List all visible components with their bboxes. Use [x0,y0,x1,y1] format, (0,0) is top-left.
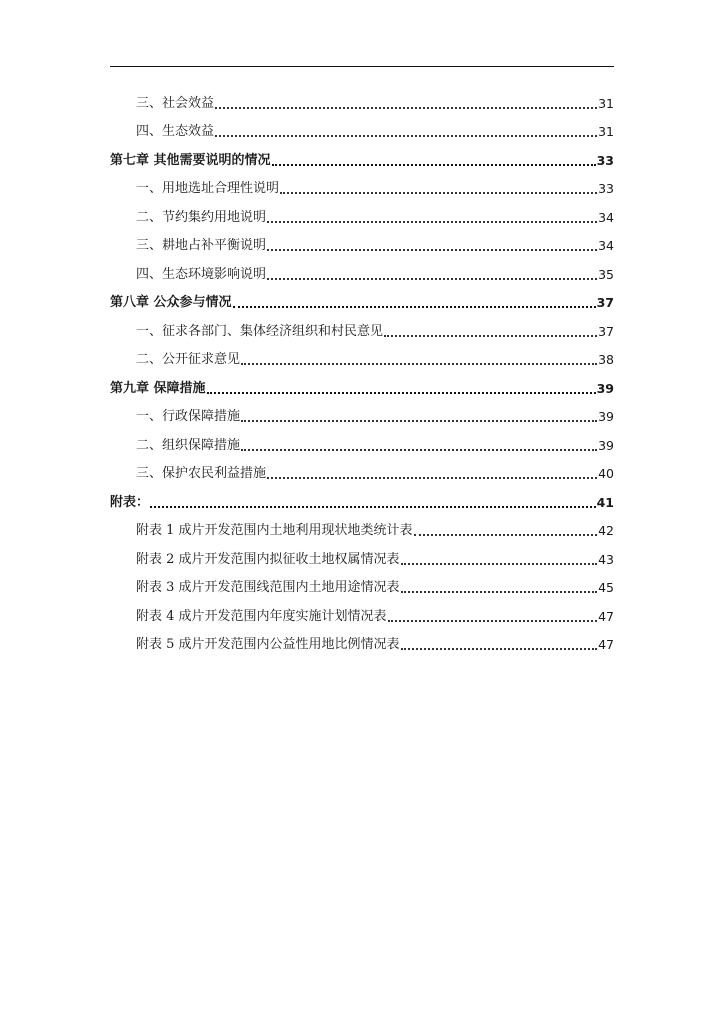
toc-entry-page: 38 [598,352,614,367]
toc-chapter-page: 33 [596,152,614,168]
toc-chapter-title: 第八章 公众参与情况 [110,295,232,310]
toc-entry-title: 附表 3 成片开发范围线范围内土地用途情况表 [136,580,400,595]
toc-entry-title: 二、节约集约用地说明 [136,209,267,225]
toc-entry[interactable] [110,198,614,227]
toc-appendix-entry[interactable] [110,626,614,655]
toc-chapter-entry[interactable] [110,284,614,313]
toc-dot-leader [267,221,597,223]
toc-dot-leader [401,591,598,593]
toc-appendix-entry[interactable] [110,597,614,626]
toc-dot-leader [241,420,597,422]
toc-entry-title: 一、用地选址合理性说明 [136,181,280,196]
toc-entry-title: 附表 5 成片开发范围内公益性用地比例情况表 [136,637,400,652]
toc-dot-leader [401,648,598,650]
toc-chapter-page: 39 [596,380,614,396]
toc-entry-title: 二、公开征求意见 [136,352,241,367]
toc-entry-page: 37 [598,323,614,339]
toc-dot-leader [241,363,597,365]
toc-appendix-entry[interactable] [110,540,614,569]
toc-entry-page: 47 [598,637,614,652]
toc-entry-title: 三、社会效益 [136,95,215,111]
toc-dot-leader [388,620,598,622]
toc-entry-page: 33 [598,181,614,196]
toc-entry-title: 三、保护农民利益措施 [136,466,267,481]
toc-dot-leader [215,135,597,137]
toc-chapter-page: 37 [596,295,614,310]
toc-entry-page: 31 [598,95,614,111]
toc-entry-page: 45 [598,580,614,595]
toc-dot-leader [267,477,597,479]
toc-appendix-entry[interactable] [110,512,614,541]
toc-appendix-heading[interactable] [110,483,614,512]
toc-entry-title: 二、组织保障措施 [136,437,241,453]
toc-entry-title: 四、生态环境影响说明 [136,266,267,282]
toc-entry-page: 42 [598,523,614,538]
toc-entry-title: 三、耕地占补平衡说明 [136,238,267,253]
toc-entry[interactable] [110,426,614,455]
toc-dot-leader [267,278,597,280]
table-of-contents [110,84,614,654]
toc-entry-page: 39 [598,437,614,453]
toc-dot-leader [384,335,597,337]
toc-appendix-entry[interactable] [110,569,614,598]
toc-entry[interactable] [110,398,614,427]
toc-entry[interactable] [110,170,614,199]
toc-entry[interactable] [110,227,614,256]
toc-chapter-title: 第七章 其他需要说明的情况 [110,152,271,168]
toc-dot-leader [233,306,596,308]
toc-entry-title: 一、行政保障措施 [136,409,241,424]
toc-entry-title: 附表 4 成片开发范围内年度实施计划情况表 [136,608,387,624]
toc-appendix-page: 41 [596,494,614,510]
toc-entry[interactable] [110,455,614,484]
toc-dot-leader [401,563,598,565]
toc-entry-title: 附表 1 成片开发范围内土地利用现状地类统计表 [136,523,413,538]
toc-chapter-entry[interactable] [110,141,614,170]
toc-entry-page: 35 [598,266,614,282]
toc-chapter-entry[interactable] [110,369,614,398]
toc-entry-page: 34 [598,238,614,253]
toc-entry-page: 39 [598,409,614,424]
toc-entry-page: 31 [598,124,614,139]
toc-entry-title: 四、生态效益 [136,124,215,139]
toc-dot-leader [267,249,597,251]
toc-entry[interactable] [110,341,614,370]
toc-entry-title: 一、征求各部门、集体经济组织和村民意见 [136,323,384,339]
toc-appendix-title: 附表： [110,494,150,510]
toc-dot-leader [280,192,597,194]
toc-entry[interactable] [110,84,614,113]
toc-entry-page: 43 [598,551,614,567]
toc-dot-leader [207,392,596,394]
toc-dot-leader [150,506,596,508]
toc-entry-title: 附表 2 成片开发范围内拟征收土地权属情况表 [136,551,400,567]
toc-entry-page: 34 [598,209,614,225]
toc-chapter-title: 第九章 保障措施 [110,380,206,396]
toc-dot-leader [414,534,598,536]
toc-dot-leader [272,164,596,166]
toc-entry[interactable] [110,312,614,341]
toc-entry[interactable] [110,113,614,142]
toc-entry-page: 40 [598,466,614,481]
header-rule [110,66,614,67]
toc-entry[interactable] [110,255,614,284]
toc-entry-page: 47 [598,608,614,624]
toc-dot-leader [215,107,597,109]
toc-dot-leader [241,449,597,451]
